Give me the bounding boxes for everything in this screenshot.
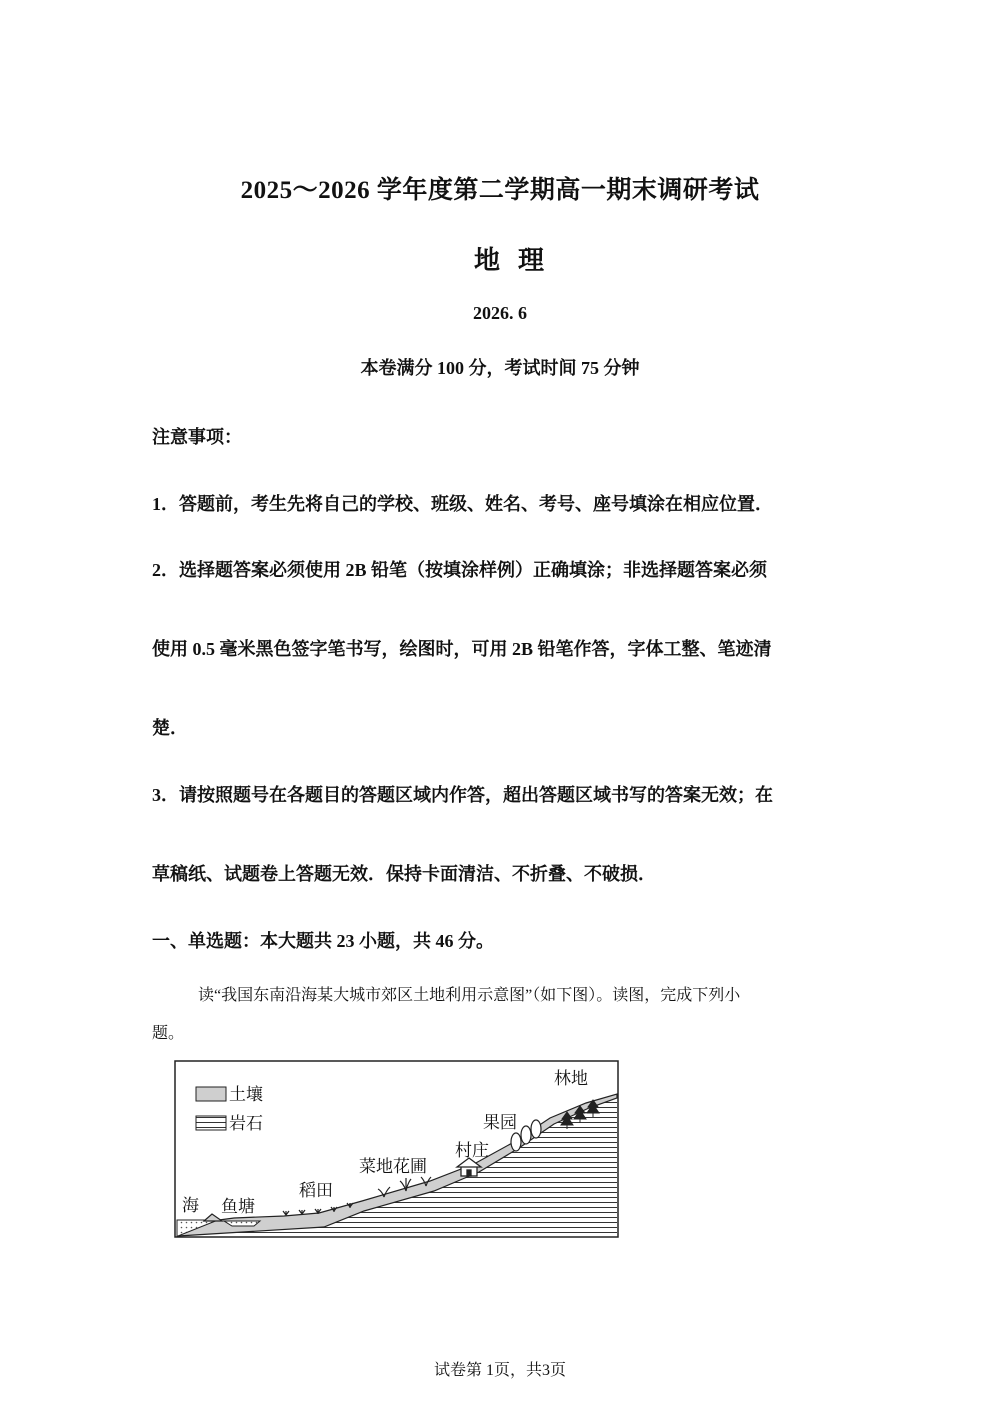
exam-date: 2026. 6 [473,303,527,323]
label-paddy: 稻田 [299,1181,333,1201]
label-vegetable-flower: 菜地花圃 [359,1157,427,1177]
notice-item-2: 2．选择题答案必须使用 2B 铅笔（按填涂样例）正确填涂；非选择题答案必须 [152,560,768,580]
question-intro: 读“我国东南沿海某大城市郊区土地利用示意图”（如下图）。读图，完成下列小 [198,987,741,1004]
notice-heading: 注意事项： [152,427,242,447]
label-orchard: 果园 [483,1113,517,1133]
label-forest: 林地 [554,1069,588,1089]
notice-item-2-end: 楚． [152,718,188,738]
score-time-line: 本卷满分 100 分，考试时间 75 分钟 [360,358,640,378]
subject-title: 地理 [473,246,562,275]
label-village: 村庄 [455,1141,489,1161]
notice-item-1: 1．答题前，考生先将自己的学校、班级、姓名、考号、座号填涂在相应位置． [152,494,773,514]
label-sea: 海 [182,1196,199,1216]
legend-soil-swatch [196,1087,226,1101]
legend-soil-label: 土壤 [229,1085,263,1105]
land-use-diagram [174,1060,619,1238]
legend-rock-label: 岩石 [229,1114,263,1134]
legend-rock-swatch [196,1116,226,1130]
label-fishpond: 鱼塘 [221,1197,255,1217]
notice-item-3: 3．请按照题号在各题目的答题区域内作答，超出答题区域书写的答案无效；在 [152,785,773,805]
notice-item-3-cont: 草稿纸、试题卷上答题无效．保持卡面清洁、不折叠、不破损． [152,864,656,884]
page-footer: 试卷第 1页，共3页 [433,1362,566,1379]
exam-title: 2025～2026 学年度第二学期高一期末调研考试 [240,177,760,204]
question-intro-end: 题。 [152,1025,185,1042]
section-heading: 一、单选题：本大题共 23 小题，共 46 分。 [152,931,494,951]
notice-item-2-cont: 使用 0.5 毫米黑色签字笔书写，绘图时，可用 2B 铅笔作答，字体工整、笔迹清 [152,639,772,659]
